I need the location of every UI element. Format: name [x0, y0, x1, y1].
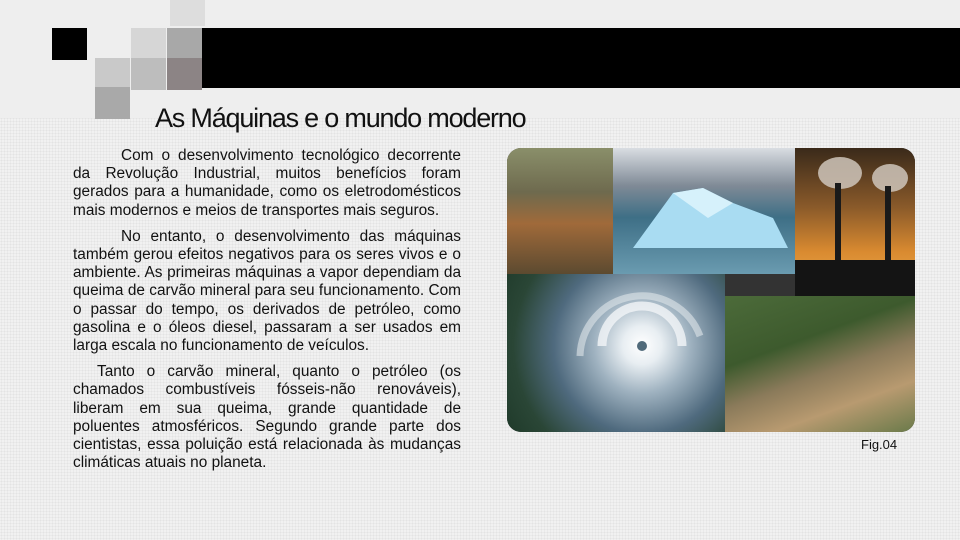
deco-square: [170, 0, 205, 26]
paragraph: Com o desenvolvimento tecnológico decorrente da Revolução Industrial, muitos benefícios foram gerados para a humanidade, como os eletrodomésticos mais modernos e meios de transportes mais seguros.: [73, 147, 461, 219]
deco-square: [131, 28, 166, 60]
valley-photo: [725, 296, 915, 432]
body-text: [73, 147, 461, 480]
header-bar: [200, 28, 960, 88]
paragraph: No entanto, o desenvolvimento das máquinas também gerou efeitos negativos para os seres vivos e o ambiente. As primeiras máquinas a vapor dependiam da queima de carvão mineral para seu funcionamento. Com o passar do tempo, os derivados de petróleo, como gasolina e o óleos diesel, passaram a ser usados em larga escala no funcionamento de veículos.: [73, 227, 461, 355]
slide-title: As Máquinas e o mundo moderno: [155, 103, 526, 133]
smokestack-photo: [795, 148, 915, 296]
figure-caption: Fig.04: [861, 437, 898, 452]
deco-square: [167, 28, 202, 60]
flood-photo: [507, 148, 613, 274]
iceberg-photo: [613, 148, 795, 274]
deco-square: [52, 28, 87, 60]
deco-square: [131, 58, 166, 90]
figure-collage: [507, 148, 915, 432]
deco-square: [95, 87, 130, 119]
deco-square: [167, 58, 202, 90]
hurricane-photo: [507, 274, 725, 432]
deco-square: [95, 58, 130, 90]
paragraph: Tanto o carvão mineral, quanto o petróleo (os chamados combustíveis fósseis-não renováveis), liberam em sua queima, grande quantidade de poluentes atmosféricos. Segundo grande parte dos cientistas, essa poluição está relacionada às mudanças climáticas atuais no planeta.: [73, 363, 461, 472]
